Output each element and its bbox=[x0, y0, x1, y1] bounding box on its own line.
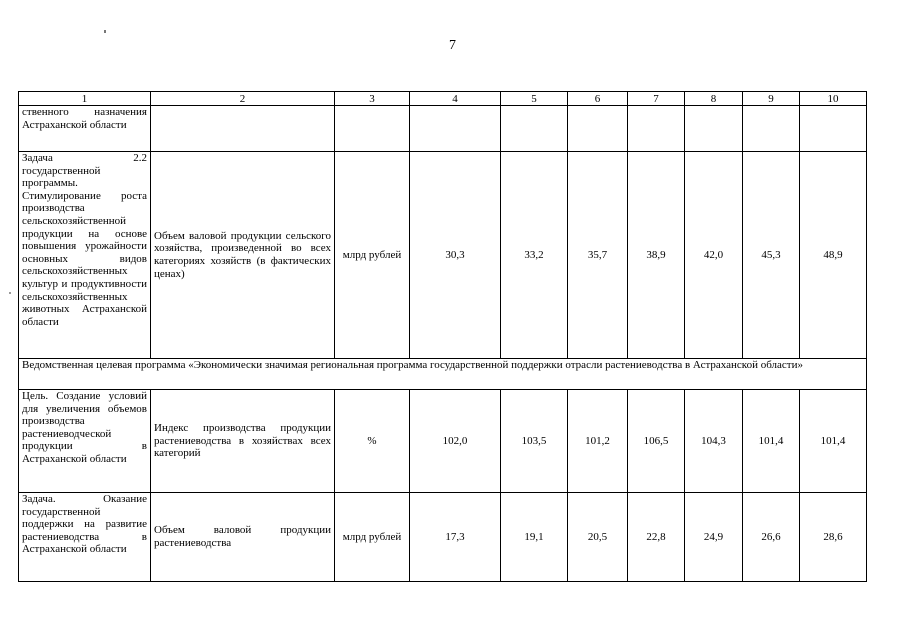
goal-cell: ственного назначения Астраханской области bbox=[19, 106, 151, 152]
table-row bbox=[19, 106, 867, 152]
column-header: 3 bbox=[335, 92, 410, 106]
table-row bbox=[19, 390, 867, 493]
indicator-cell bbox=[151, 106, 335, 152]
table-header-row bbox=[19, 92, 867, 106]
goal-cell: Задача. Оказание государственной поддержки на развитие растениеводства в Астраханской области bbox=[19, 493, 151, 582]
value-cell: 103,5 bbox=[501, 390, 568, 493]
column-header: 4 bbox=[410, 92, 501, 106]
value-cell: 20,5 bbox=[568, 493, 628, 582]
unit-cell: млрд рублей bbox=[335, 493, 410, 582]
value-cell: 26,6 bbox=[743, 493, 800, 582]
goal-cell: Цель. Создание условий для увеличения объемов производства растениеводческой продукции в Астраханской области bbox=[19, 390, 151, 493]
value-cell: 17,3 bbox=[410, 493, 501, 582]
indicators-table bbox=[18, 91, 867, 582]
indicator-cell: Объем валовой продукции сельского хозяйства, произведенной во всех категориях хозяйств (в фактических ценах) bbox=[151, 152, 335, 359]
value-cell bbox=[410, 106, 501, 152]
value-cell bbox=[800, 106, 867, 152]
value-cell: 48,9 bbox=[800, 152, 867, 359]
table-row bbox=[19, 493, 867, 582]
unit-cell: % bbox=[335, 390, 410, 493]
column-header: 5 bbox=[501, 92, 568, 106]
column-header: 1 bbox=[19, 92, 151, 106]
value-cell: 28,6 bbox=[800, 493, 867, 582]
column-header: 9 bbox=[743, 92, 800, 106]
value-cell: 22,8 bbox=[628, 493, 685, 582]
value-cell: 19,1 bbox=[501, 493, 568, 582]
program-title-cell: Ведомственная целевая программа «Экономически значимая региональная программа государственной поддержки отрасли растениеводства в Астраханской области» bbox=[19, 359, 867, 390]
scan-speck bbox=[9, 292, 11, 294]
value-cell: 101,4 bbox=[800, 390, 867, 493]
value-cell: 45,3 bbox=[743, 152, 800, 359]
value-cell: 101,4 bbox=[743, 390, 800, 493]
value-cell: 24,9 bbox=[685, 493, 743, 582]
program-title-row bbox=[19, 359, 867, 390]
value-cell: 106,5 bbox=[628, 390, 685, 493]
value-cell: 101,2 bbox=[568, 390, 628, 493]
column-header: 7 bbox=[628, 92, 685, 106]
value-cell: 33,2 bbox=[501, 152, 568, 359]
column-header: 10 bbox=[800, 92, 867, 106]
column-header: 2 bbox=[151, 92, 335, 106]
unit-cell: млрд рублей bbox=[335, 152, 410, 359]
unit-cell bbox=[335, 106, 410, 152]
goal-cell: Задача 2.2 государственной программы. Стимулирование роста производства сельскохозяйственной продукции на основе повышения урожайности основных видов сельскохозяйственных культур и продуктивности сельскохозяйственных животных Астраханской области bbox=[19, 152, 151, 359]
column-header: 8 bbox=[685, 92, 743, 106]
indicator-cell: Индекс производства продукции растениеводства в хозяйствах всех категорий bbox=[151, 390, 335, 493]
value-cell: 30,3 bbox=[410, 152, 501, 359]
value-cell: 102,0 bbox=[410, 390, 501, 493]
page-number: 7 bbox=[449, 38, 456, 53]
value-cell bbox=[501, 106, 568, 152]
value-cell bbox=[685, 106, 743, 152]
value-cell bbox=[568, 106, 628, 152]
scan-speck bbox=[104, 30, 106, 33]
column-header: 6 bbox=[568, 92, 628, 106]
value-cell: 104,3 bbox=[685, 390, 743, 493]
value-cell bbox=[628, 106, 685, 152]
indicator-cell: Объем валовой продукции растениеводства bbox=[151, 493, 335, 582]
value-cell: 35,7 bbox=[568, 152, 628, 359]
value-cell bbox=[743, 106, 800, 152]
table-row bbox=[19, 152, 867, 359]
value-cell: 38,9 bbox=[628, 152, 685, 359]
value-cell: 42,0 bbox=[685, 152, 743, 359]
